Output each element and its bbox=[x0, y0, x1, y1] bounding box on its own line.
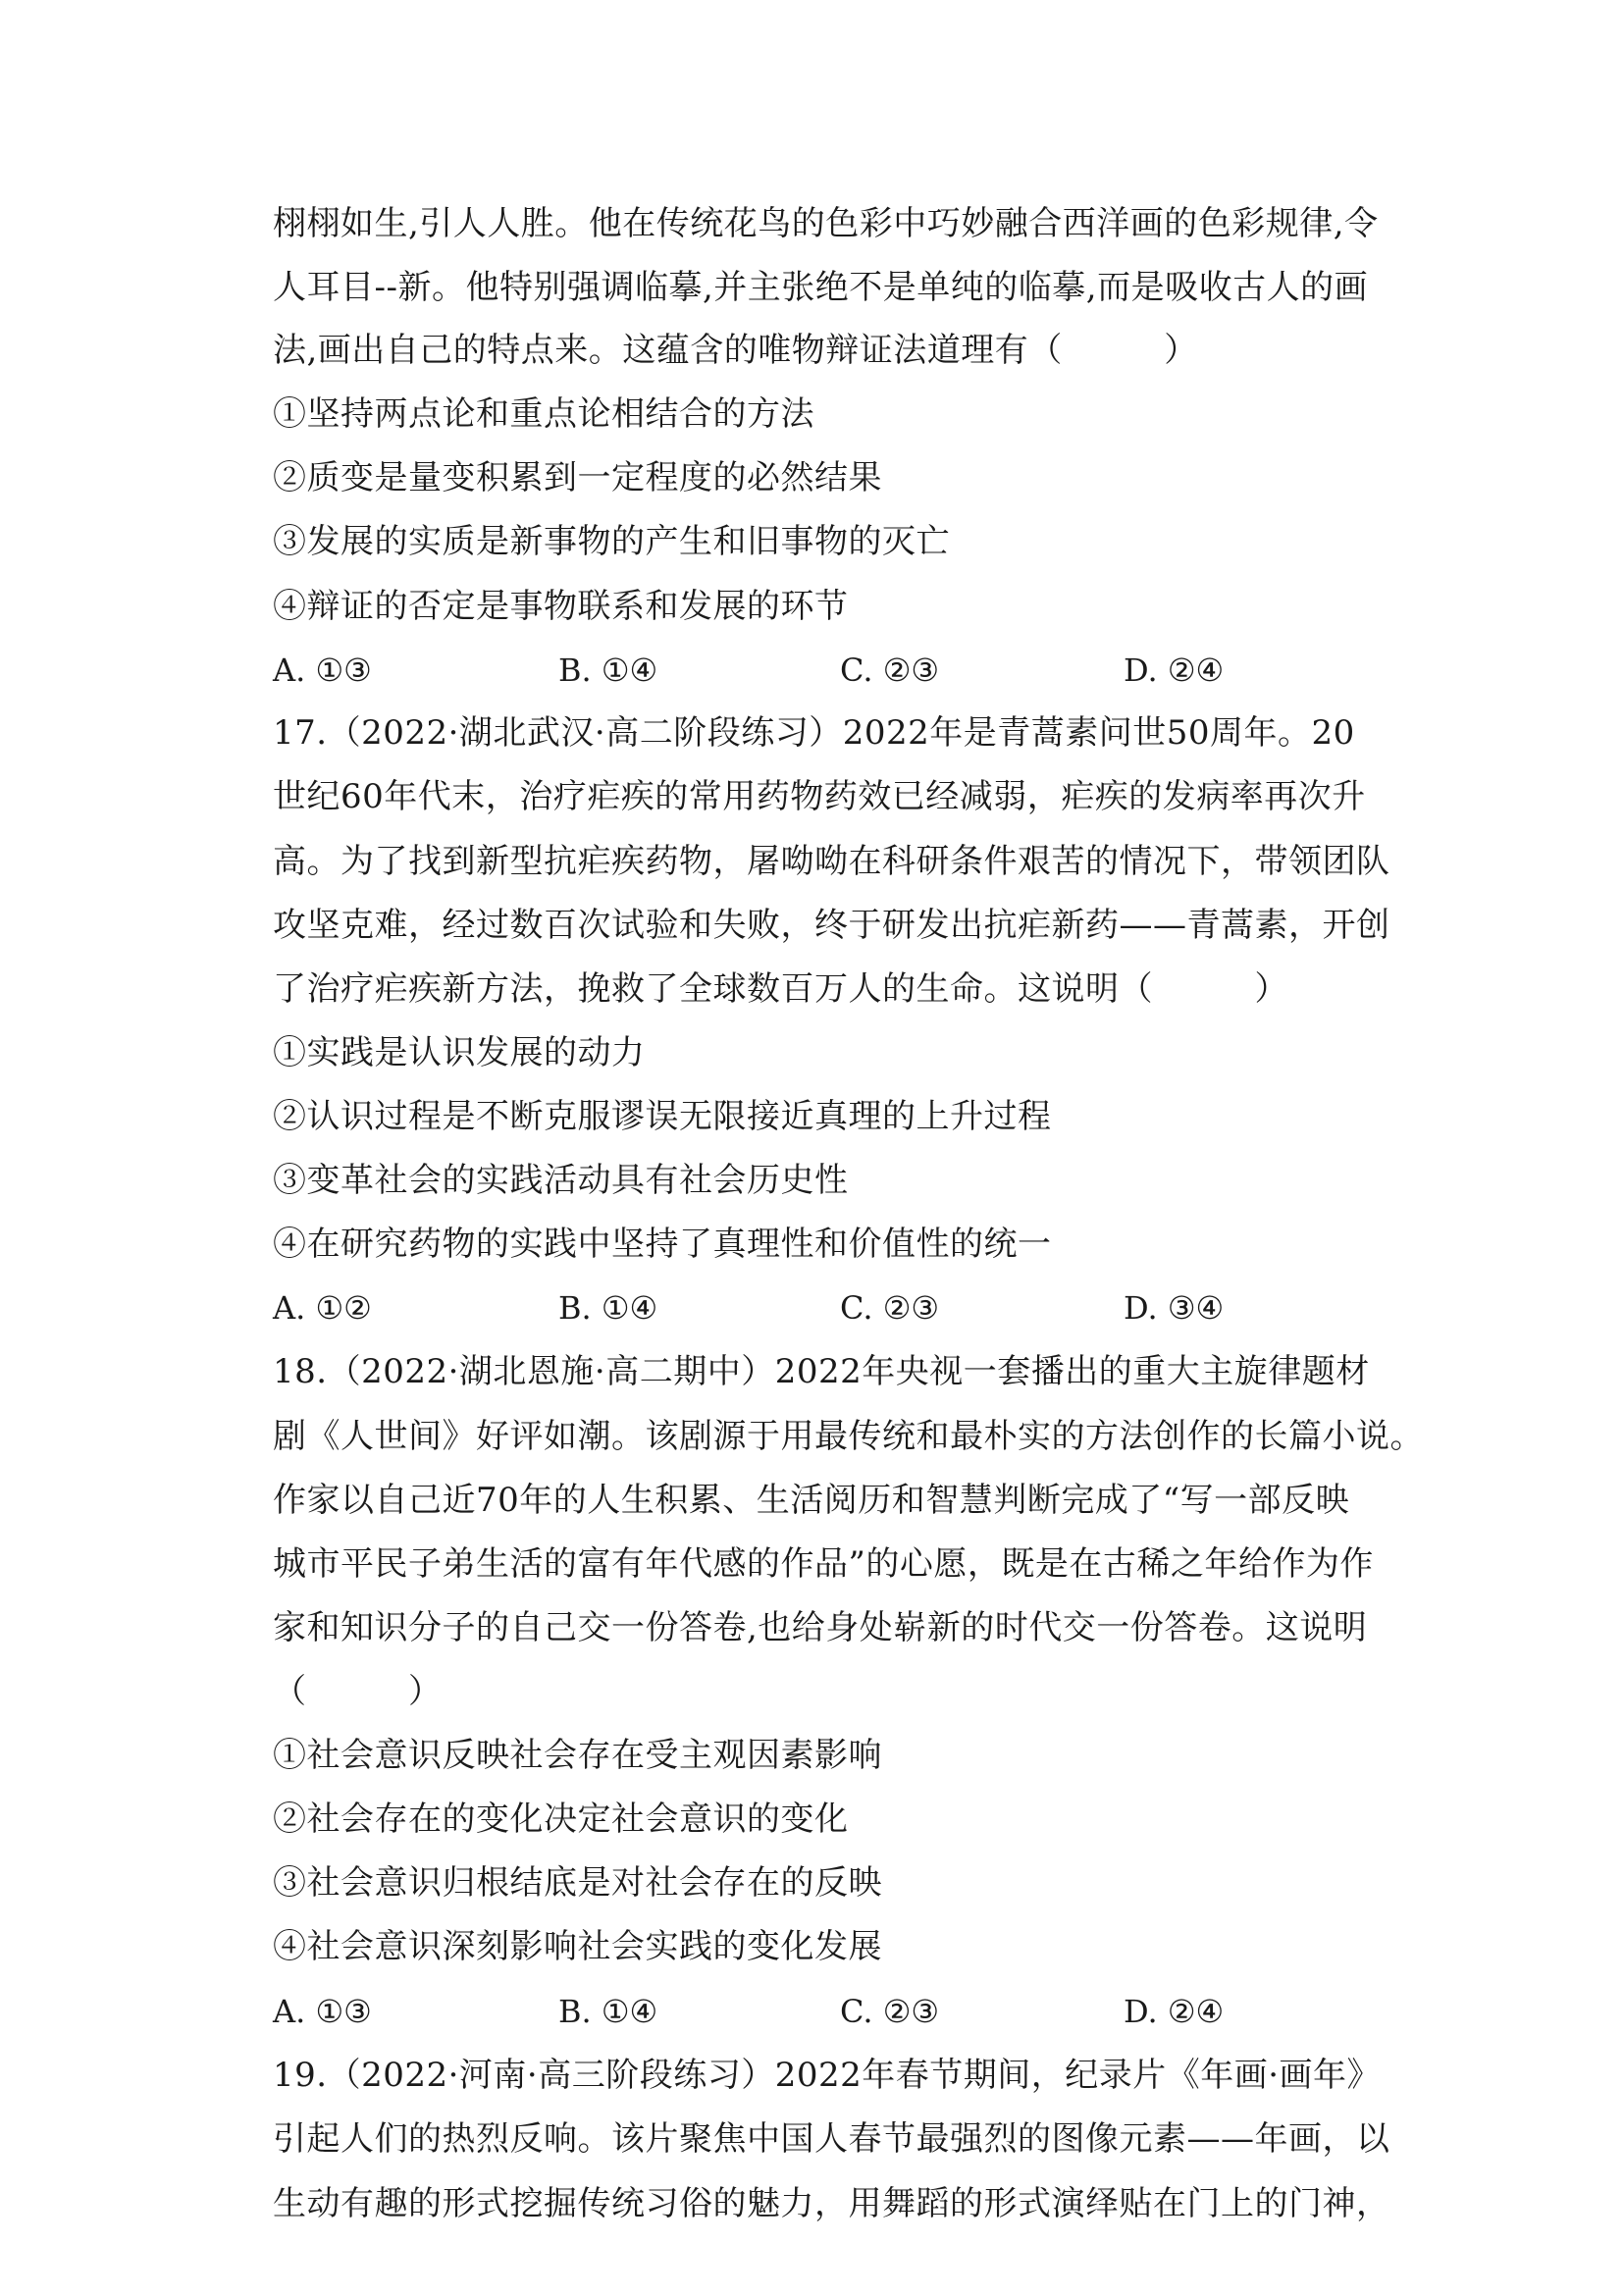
q18-line-4: 城市平民子弟生活的富有年代感的作品”的心愿，既是在古稀之年给作为作 bbox=[273, 1544, 1374, 1584]
intro-statement-4: ④辩证的否定是事物联系和发展的环节 bbox=[273, 587, 849, 626]
intro-statement-2: ②质变是量变积累到一定程度的必然结果 bbox=[273, 458, 882, 497]
q17-option-b: B. ①④ bbox=[558, 1289, 658, 1327]
q18-option-c: C. ②③ bbox=[840, 1993, 940, 2030]
q19-line-2: 引起人们的热烈反响。该片聚焦中国人春节最强烈的图像元素——年画，以 bbox=[273, 2119, 1390, 2159]
q17-option-a: A. ①② bbox=[273, 1289, 372, 1327]
q17-line-1: 17.（2022·湖北武汉·高二阶段练习）2022年是青蒿素问世50周年。20 bbox=[273, 713, 1355, 753]
q19-line-1: 19.（2022·河南·高三阶段练习）2022年春节期间，纪录片《年画·画年》 bbox=[273, 2056, 1382, 2095]
q17-line-5: 了治疗疟疾新方法，挽救了全球数百万人的生命。这说明（ ） bbox=[273, 969, 1288, 1009]
q18-options bbox=[273, 1992, 1352, 2031]
q18-statement-1: ①社会意识反映社会存在受主观因素影响 bbox=[273, 1736, 882, 1775]
intro-option-d: D. ②④ bbox=[1124, 652, 1225, 689]
intro-options bbox=[273, 651, 1352, 690]
q17-line-2: 世纪60年代末，治疗疟疾的常用药物药效已经减弱，疟疾的发病率再次升 bbox=[273, 777, 1366, 816]
q17-statement-3: ③变革社会的实践活动具有社会历史性 bbox=[273, 1161, 849, 1200]
q18-option-d: D. ②④ bbox=[1124, 1993, 1225, 2030]
intro-option-b: B. ①④ bbox=[558, 652, 658, 689]
q17-statement-1: ①实践是认识发展的动力 bbox=[273, 1033, 646, 1072]
q18-statement-2: ②社会存在的变化决定社会意识的变化 bbox=[273, 1800, 849, 1839]
intro-statement-3: ③发展的实质是新事物的产生和旧事物的灭亡 bbox=[273, 522, 950, 561]
intro-line-3: 法,画出自己的特点来。这蕴含的唯物辩证法道理有（ ） bbox=[273, 331, 1198, 370]
q18-option-b: B. ①④ bbox=[558, 1993, 658, 2030]
intro-line-1: 栩栩如生,引人人胜。他在传统花鸟的色彩中巧妙融合西洋画的色彩规律,令 bbox=[273, 204, 1379, 243]
q18-option-a: A. ①③ bbox=[273, 1993, 372, 2030]
intro-option-a: A. ①③ bbox=[273, 652, 372, 689]
intro-statement-1: ①坚持两点论和重点论相结合的方法 bbox=[273, 394, 814, 434]
q18-line-2: 剧《人世间》好评如潮。该剧源于用最传统和最朴实的方法创作的长篇小说。 bbox=[273, 1417, 1424, 1456]
q18-line-6: （ ） bbox=[273, 1672, 443, 1711]
q17-statement-4: ④在研究药物的实践中坚持了真理性和价值性的统一 bbox=[273, 1225, 1052, 1264]
q17-line-4: 攻坚克难，经过数百次试验和失败，终于研发出抗疟新药——青蒿素，开创 bbox=[273, 906, 1390, 945]
intro-option-c: C. ②③ bbox=[840, 652, 940, 689]
q18-line-1: 18.（2022·湖北恩施·高二期中）2022年央视一套播出的重大主旋律题材 bbox=[273, 1352, 1370, 1391]
q17-options bbox=[273, 1288, 1352, 1328]
q17-statement-2: ②认识过程是不断克服谬误无限接近真理的上升过程 bbox=[273, 1097, 1052, 1136]
q17-option-c: C. ②③ bbox=[840, 1289, 940, 1327]
intro-line-2: 人耳目--新。他特别强调临摹,并主张绝不是单纯的临摹,而是吸收古人的画 bbox=[273, 268, 1369, 307]
q18-line-3: 作家以自己近70年的人生积累、生活阅历和智慧判断完成了“写一部反映 bbox=[273, 1481, 1350, 1520]
q18-statement-3: ③社会意识归根结底是对社会存在的反映 bbox=[273, 1863, 882, 1903]
q19-line-3: 生动有趣的形式挖掘传统习俗的魅力，用舞蹈的形式演绎贴在门上的门神， bbox=[273, 2184, 1390, 2223]
q18-statement-4: ④社会意识深刻影响社会实践的变化发展 bbox=[273, 1927, 882, 1966]
q17-option-d: D. ③④ bbox=[1124, 1289, 1225, 1327]
q17-line-3: 高。为了找到新型抗疟疾药物，屠呦呦在科研条件艰苦的情况下，带领团队 bbox=[273, 842, 1390, 881]
q18-line-5: 家和知识分子的自己交一份答卷,也给身处崭新的时代交一份答卷。这说明 bbox=[273, 1608, 1368, 1647]
